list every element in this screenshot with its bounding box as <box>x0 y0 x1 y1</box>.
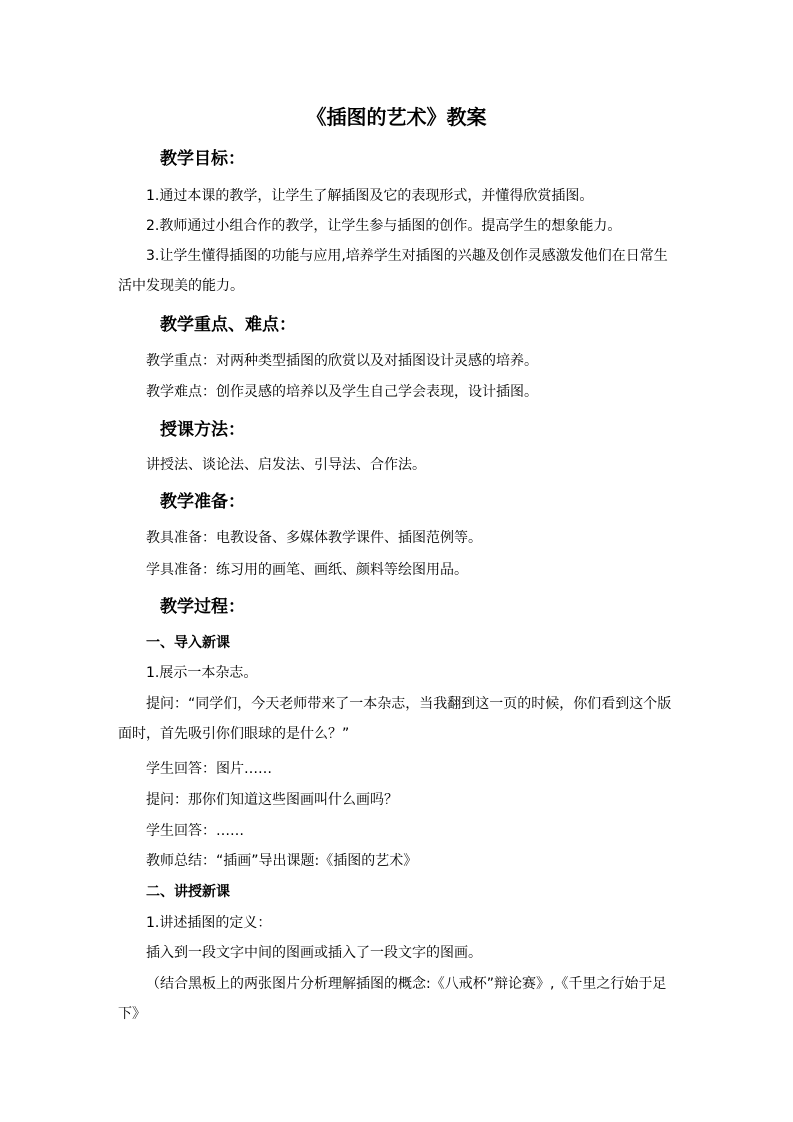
section1-heading: 一、导入新课 <box>146 635 230 651</box>
section1-line: 提问：那你们知道这些图画叫什么画吗？ <box>146 792 398 808</box>
section1-line: 学生回答：…… <box>146 823 244 839</box>
key-difficulty-text: 教学难点：创作灵感的培养以及学生自己学会表现，设计插图。 <box>146 384 538 400</box>
methods-heading: 授课方法： <box>160 420 245 440</box>
key-points-heading: 教学重点、难点： <box>160 315 296 335</box>
section2-line: 1.讲述插图的定义： <box>146 915 272 931</box>
section2-heading: 二、讲授新课 <box>146 884 230 900</box>
section2-line: 插入到一段文字中间的图画或插入了一段文字的图画。 <box>146 945 482 961</box>
student-preparation-text: 学具准备：练习用的画笔、画纸、颜料等绘图用品。 <box>146 562 468 578</box>
document-title: 《插图的艺术》教案 <box>306 105 487 129</box>
section1-line: 学生回答：图片…… <box>146 761 272 777</box>
objective-item-3: 3.让学生懂得插图的功能与应用,培养学生对插图的兴趣及创作灵感激发他们在日常生活中发现美的能力。 <box>118 248 668 294</box>
methods-text: 讲授法、谈论法、启发法、引导法、合作法。 <box>146 457 426 473</box>
key-focus-text: 教学重点：对两种类型插图的欣赏以及对插图设计灵感的培养。 <box>146 353 538 369</box>
process-heading: 教学过程： <box>160 597 245 617</box>
teacher-preparation-text: 教具准备：电教设备、多媒体教学课件、插图范例等。 <box>146 530 482 546</box>
objective-item-1: 1.通过本课的教学，让学生了解插图及它的表现形式，并懂得欣赏插图。 <box>146 188 594 204</box>
preparation-heading: 教学准备： <box>160 492 245 512</box>
section2-line: （结合黑板上的两张图片分析理解插图的概念:《八戒杯”辩论赛》,《千里之行始于足下》 <box>118 976 667 1022</box>
section1-line: 提问：“同学们，今天老师带来了一本杂志，当我翻到这一页的时候，你们看到这个版面时，首先吸引你们眼球的是什么？” <box>118 696 672 742</box>
objectives-heading: 教学目标： <box>160 149 245 169</box>
objective-item-2: 2.教师通过小组合作的教学，让学生参与插图的创作。提高学生的想象能力。 <box>146 218 622 234</box>
section1-line: 1.展示一本杂志。 <box>146 665 258 681</box>
section1-line: 教师总结：“插画”导出课题:《插图的艺术》 <box>146 853 418 869</box>
